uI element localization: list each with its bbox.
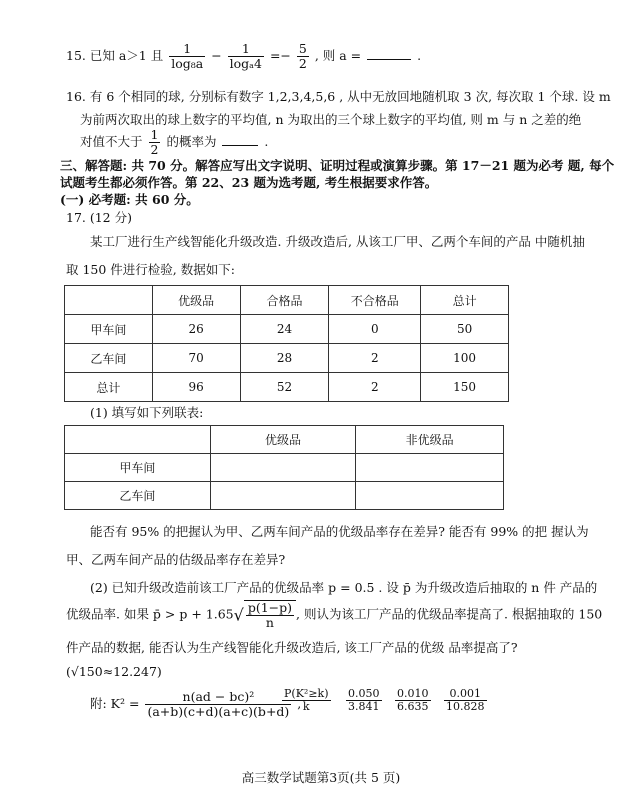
q16-line-3: 对值不大于 $\frac{1}{2}$ 的概率为 . bbox=[80, 127, 269, 157]
critical-value-column: $\frac{0.050}{3.841}$ bbox=[348, 687, 380, 714]
table-row: 乙车间 70 28 2 100 bbox=[65, 344, 509, 373]
q16-fraction: $\frac{1}{2}$ bbox=[150, 127, 159, 157]
section-3-line-2: 试题考生都必须作答。第 22、23 题为选考题, 考生根据要求作答。 bbox=[60, 175, 438, 190]
contingency-table bbox=[64, 425, 504, 510]
sqrt-expression: $\frac{p(1-p)}{n}$ bbox=[244, 600, 296, 630]
table-row: 总计 96 52 2 150 bbox=[65, 373, 509, 402]
page-footer: 高三数学试题第3页(共 5 页) bbox=[241, 770, 401, 785]
critical-value-label: $\frac{\text{P(K²≥k)}}{k}$ bbox=[284, 687, 329, 714]
sqrt-approximation: (√150≈12.247) bbox=[66, 664, 162, 679]
critical-value-column: $\frac{0.010}{6.635}$ bbox=[397, 687, 429, 714]
q16-answer-blank[interactable] bbox=[222, 133, 258, 146]
table-row: 甲车间 bbox=[65, 454, 504, 482]
q15-prefix: 15. 已知 a＞1 且 bbox=[66, 47, 164, 63]
table-header-row: 优级品 非优级品 bbox=[65, 426, 504, 454]
section-3-line-1: 三、解答题: 共 70 分。解答应写出文字说明、证明过程或演算步骤。第 17－21 题为必考 题, 每个 bbox=[60, 158, 615, 173]
q16-line-1: 16. 有 6 个相同的球, 分别标有数字 1,2,3,4,5,6 , 从中无放回地随机取 3 次, 每次取 1 个球. 设 m bbox=[66, 89, 611, 104]
critical-value-table bbox=[280, 688, 489, 713]
q17-paragraph-1: 某工厂进行生产线智能化升级改造. 升级改造后, 从该工厂甲、乙两个车间的产品 中随机抽 bbox=[90, 234, 585, 249]
fill-in-cell[interactable] bbox=[356, 482, 504, 510]
fill-in-cell[interactable] bbox=[210, 482, 356, 510]
fill-in-cell[interactable] bbox=[356, 454, 504, 482]
q15-fraction-3: $\frac{5}{2}$ bbox=[298, 41, 307, 71]
q17-part-1: (1) 填写如下列联表: bbox=[90, 405, 204, 420]
table-row: 乙车间 bbox=[65, 482, 504, 510]
k2-fraction: $\frac{\text{n(ad − bc)²}}{(a+b)(c+d)(a+c)(b+d)}$ bbox=[147, 689, 290, 719]
q17-part-2-line-1: (2) 已知升级改造前该工厂产品的优级品率 p = 0.5 . 设 p̄ 为升级改造后抽取的 n 件 产品的 bbox=[90, 580, 598, 595]
fill-in-cell[interactable] bbox=[210, 454, 356, 482]
q15-fraction-2: $\frac{1}{\text{logₐ4}}$ bbox=[229, 41, 262, 71]
q15-answer-blank[interactable] bbox=[367, 47, 411, 60]
data-table bbox=[64, 285, 509, 402]
appendix-formula: 附: K² = $\frac{\text{n(ad − bc)²}}{(a+b)(c+d)(a+c)(b+d)}$ , bbox=[90, 689, 302, 719]
table-header-row: 优级品 合格品 不合格品 总计 bbox=[65, 286, 509, 315]
q17-part-2-line-3: 件产品的数据, 能否认为生产线智能化升级改造后, 该工厂产品的优级 品率提高了? bbox=[66, 640, 518, 655]
q16-line-2: 为前两次取出的球上数字的平均值, n 为取出的三个球上数字的平均值, 则 m 与 n 之差的绝 bbox=[80, 112, 582, 127]
question-15: 15. 已知 a＞1 且 $\frac{1}{\text{log₈a}}$ − $\frac{1}{\text{logₐ4}}$ =− $\frac{5}{2}$ , 则 a = . bbox=[66, 41, 422, 71]
table-row: 甲车间 26 24 0 50 bbox=[65, 315, 509, 344]
q17-paragraph-4: 甲、乙两车间产品的估级品率存在差异? bbox=[66, 552, 286, 567]
q17-header: 17. (12 分) bbox=[66, 210, 132, 225]
section-3-line-3: (一) 必考题: 共 60 分。 bbox=[60, 192, 199, 207]
q17-part-2-line-2: 优级品率. 如果 p̄ > p + 1.65√ $\frac{p(1-p)}{n}$ , 则认为该工厂产品的优级品率提高了. 根据抽取的 150 bbox=[66, 600, 603, 630]
critical-value-column: $\frac{0.001}{10.828}$ bbox=[446, 687, 485, 714]
q15-fraction-1: $\frac{1}{\text{log₈a}}$ bbox=[171, 41, 204, 71]
q17-paragraph-3: 能否有 95% 的把握认为甲、乙两车间产品的优级品率存在差异? 能否有 99% 的把 握认为 bbox=[90, 524, 589, 539]
q17-paragraph-2: 取 150 件进行检验, 数据如下: bbox=[66, 262, 235, 277]
